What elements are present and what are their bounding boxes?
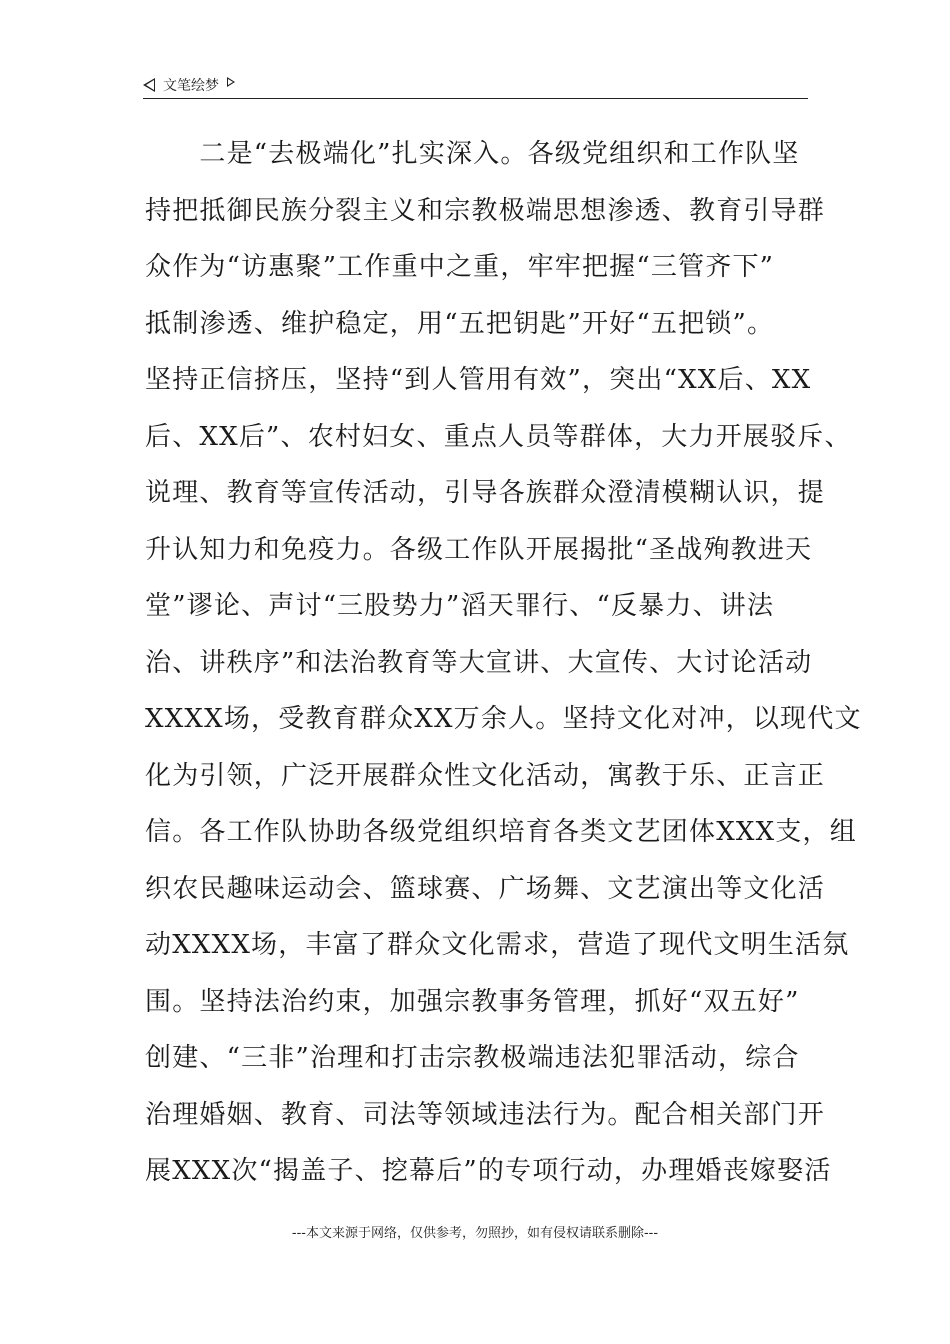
text-line: 堂”谬论、声讨“三股势力”滔天罪行、“反暴力、讲法 — [145, 591, 775, 621]
page-header — [143, 72, 808, 99]
triangle-right-icon — [227, 77, 235, 87]
text-line: 展XXX次“揭盖子、挖幕后”的专项行动，办理婚丧嫁娶活 — [145, 1156, 832, 1186]
text-line: 众作为“访惠聚”工作重中之重，牢牢把握“三管齐下” — [145, 252, 775, 282]
text-line: 抵制渗透、维护稳定，用“五把钥匙”开好“五把锁”。 — [145, 308, 775, 339]
text-line: 二是“去极端化”扎实深入。各级党组织和工作队坚 — [145, 139, 800, 169]
text-line: 化为引领，广泛开展群众性文化活动，寓教于乐、正言正 — [145, 760, 826, 791]
text-line: 后、XX后”、农村妇女、重点人员等群体，大力开展驳斥、 — [145, 421, 852, 452]
header-title: 文笔绘梦 — [163, 78, 219, 94]
footer-disclaimer: ---本文来源于网络，仅供参考，勿照抄，如有侵权请联系删除--- — [291, 1226, 659, 1241]
text-line: 动XXXX场，丰富了群众文化需求，营造了现代文明生活氛 — [145, 930, 850, 960]
text-line: 治、讲秩序”和法治教育等大宣讲、大宣传、大讨论活动 — [145, 647, 813, 678]
text-line: 说理、教育等宣传活动，引导各族群众澄清模糊认识，提 — [145, 478, 826, 508]
body-paragraph — [145, 126, 862, 1200]
text-line: 治理婚姻、教育、司法等领域违法行为。配合相关部门开 — [145, 1099, 826, 1130]
text-line: XXXX场，受教育群众XX万余人。坚持文化对冲，以现代文 — [145, 704, 862, 734]
triangle-left-icon — [143, 78, 155, 92]
text-line: 创建、“三非”治理和打击宗教极端违法犯罪活动，综合 — [145, 1043, 800, 1073]
text-line: 持把抵御民族分裂主义和宗教极端思想渗透、教育引导群 — [145, 195, 826, 226]
text-line: 坚持正信挤压，坚持“到人管用有效”，突出“XX后、XX — [145, 365, 812, 395]
text-line: 织农民趣味运动会、篮球赛、广场舞、文艺演出等文化活 — [145, 873, 826, 904]
text-line: 升认知力和免疫力。各级工作队开展揭批“圣战殉教进天 — [145, 534, 813, 565]
text-line: 信。各工作队协助各级党组织培育各类文艺团体XXX支，组 — [145, 817, 857, 847]
text-line: 围。坚持法治约束，加强宗教事务管理，抓好“双五好” — [145, 986, 800, 1017]
